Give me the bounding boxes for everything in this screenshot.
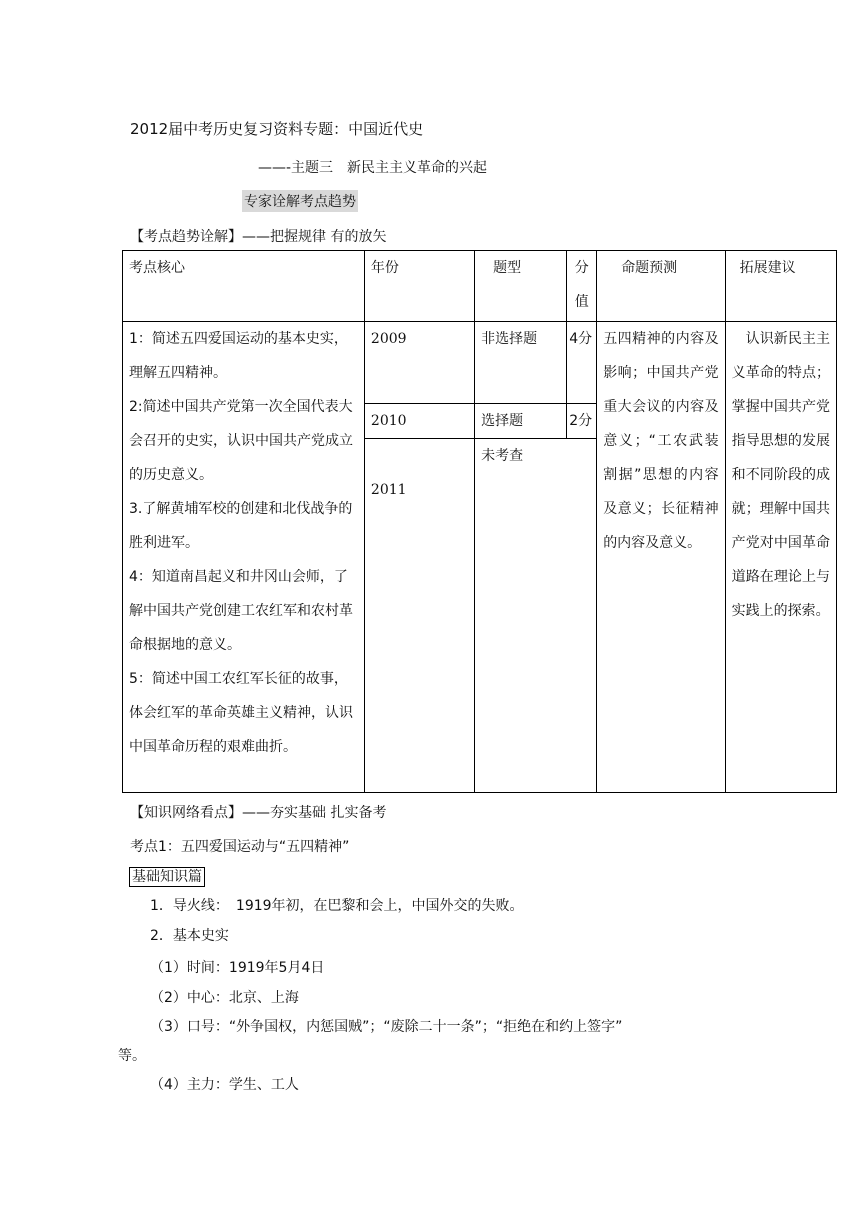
core-items-cell — [123, 322, 365, 793]
prediction-cell: 五四精神的内容及影响；中国共产党重大会议的内容及意义；“工农武装割据”思想的内容及意义；长征精神的内容及意义。 — [597, 322, 725, 793]
header-prediction: 命题预测 — [597, 251, 725, 322]
header-type: 题型 — [475, 251, 567, 322]
core-item-2: 2:简述中国共产党第一次全国代表大会召开的史实，认识中国共产党成立的历史意义。 — [129, 399, 353, 483]
main-force-line: （4）主力：学生、工人 — [150, 1077, 299, 1093]
core-item-5: 5：简述中国工农红军长征的故事，体会红军的革命英雄主义精神，认识中国革命历程的艰难曲折。 — [129, 671, 353, 755]
knowledge-network-heading: 【知识网络看点】——夯实基础 扎实备考 — [130, 805, 387, 821]
core-item-1: 1：简述五四爱国运动的基本史实，理解五四精神。 — [129, 331, 348, 381]
section-tag: 专家诠解考点趋势 — [242, 190, 358, 212]
advice-cell: 认识新民主主义革命的特点；掌握中国共产党指导思想的发展和不同阶段的成就；理解中国共产党对中国革命道路在理论上与实践上的探索。 — [725, 322, 836, 793]
header-advice: 拓展建议 — [725, 251, 836, 322]
trend-heading: 【考点趋势诠解】——把握规律 有的放矢 — [130, 229, 387, 245]
header-score — [567, 251, 597, 322]
core-item-4: 4：知道南昌起义和井冈山会师，了解中国共产党创建工农红军和农村革命根据地的意义。 — [129, 569, 353, 653]
slogan-line-end: 等。 — [118, 1048, 146, 1064]
core-item-3: 3.了解黄埔军校的创建和北伐战争的胜利进军。 — [129, 501, 353, 551]
basic-knowledge-box: 基础知识篇 — [129, 867, 205, 887]
header-year: 年份 — [364, 251, 474, 322]
header-score-line2: 值 — [574, 294, 589, 310]
score-2009: 4分 — [567, 322, 597, 404]
fuse-line: 1．导火线： 1919年初，在巴黎和会上，中国外交的失败。 — [150, 898, 524, 914]
time-line: （1）时间：1919年5月4日 — [150, 960, 325, 976]
table-header-row — [123, 251, 837, 322]
score-2010: 2分 — [567, 404, 597, 439]
center-line: （2）中心：北京、上海 — [150, 990, 299, 1006]
year-2009: 2009 — [364, 322, 474, 404]
slogan-line: （3）口号：“外争国权，内惩国贼”；“废除二十一条”；“拒绝在和约上签字” — [150, 1019, 623, 1035]
year-2010: 2010 — [364, 404, 474, 439]
year-2011: 2011 — [364, 439, 474, 793]
exam-point-1-title: 考点1：五四爱国运动与“五四精神” — [130, 839, 350, 855]
table-row — [123, 322, 837, 404]
type-2010: 选择题 — [475, 404, 567, 439]
type-2009: 非选择题 — [475, 322, 567, 404]
header-core: 考点核心 — [123, 251, 365, 322]
exam-trend-table — [122, 250, 837, 793]
header-score-line1: 分 — [574, 260, 589, 276]
document-subtitle: ——-主题三 新民主主义革命的兴起 — [258, 160, 488, 176]
type-2011: 未考查 — [475, 439, 597, 793]
basic-facts-line: 2．基本史实 — [150, 928, 229, 944]
document-title: 2012届中考历史复习资料专题：中国近代史 — [130, 120, 424, 138]
